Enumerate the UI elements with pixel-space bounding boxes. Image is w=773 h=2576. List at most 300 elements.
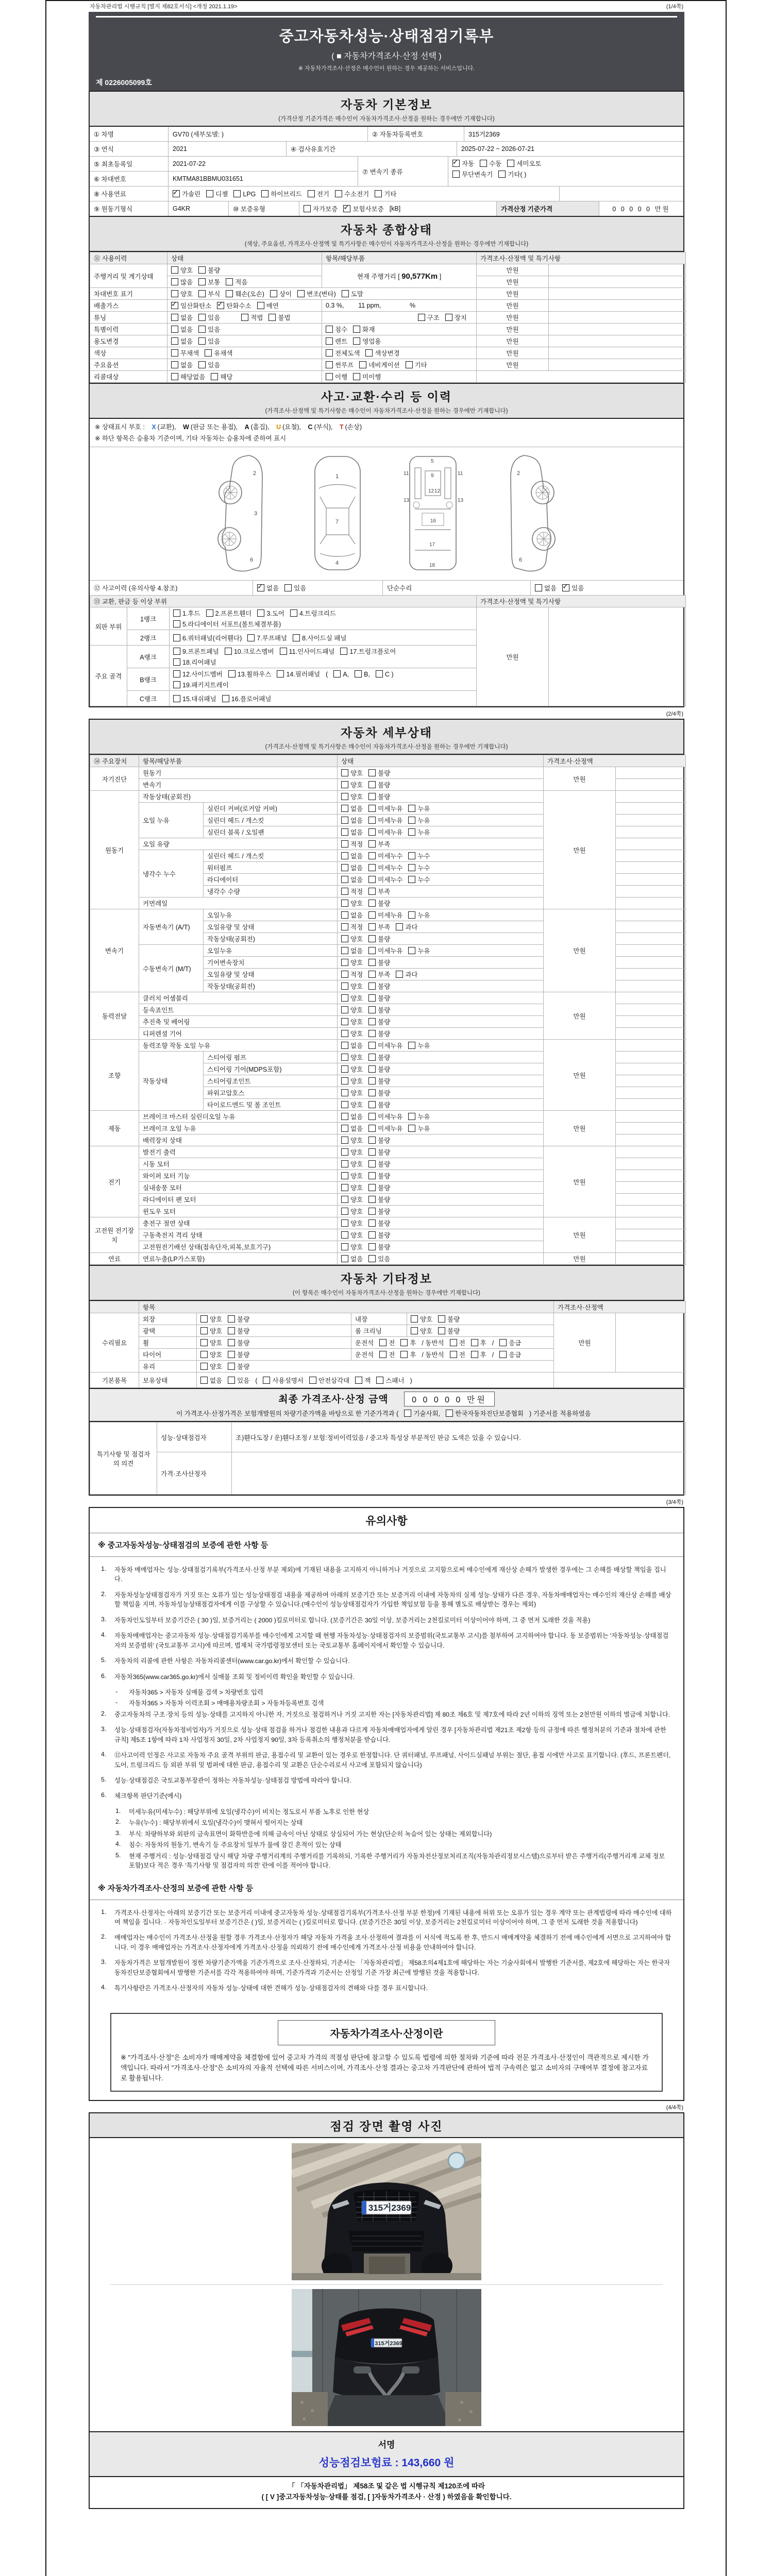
option-label: 미세누유 [378, 1042, 403, 1049]
checkbox[interactable] [171, 266, 178, 274]
checkbox[interactable] [206, 190, 213, 197]
checkbox[interactable] [341, 982, 348, 990]
checkbox[interactable] [535, 584, 542, 591]
checkbox[interactable] [359, 361, 366, 368]
checkbox[interactable] [341, 1113, 348, 1120]
checkbox[interactable] [341, 1243, 348, 1250]
checkbox[interactable] [408, 1042, 415, 1049]
checkbox[interactable] [228, 1327, 235, 1334]
checkbox[interactable] [452, 171, 460, 178]
option [226, 291, 264, 298]
checkbox[interactable] [173, 609, 180, 617]
option-label: 적정 [350, 971, 363, 978]
checkbox[interactable] [341, 817, 348, 824]
checkbox[interactable] [368, 840, 376, 848]
checkbox[interactable] [173, 658, 180, 666]
checkbox[interactable] [368, 1184, 376, 1191]
checkbox[interactable] [341, 1018, 348, 1025]
checkbox[interactable] [411, 1327, 418, 1334]
checkbox-checked[interactable] [217, 302, 224, 309]
checkbox[interactable] [408, 817, 415, 824]
checkbox[interactable] [233, 190, 241, 197]
checkbox[interactable] [341, 994, 348, 1002]
checkbox[interactable] [368, 1231, 376, 1239]
checkbox[interactable] [406, 361, 413, 368]
option [368, 1030, 390, 1038]
option-label: 과다 [405, 971, 418, 978]
checkbox[interactable] [341, 840, 348, 848]
option [396, 924, 417, 931]
checkbox[interactable] [341, 1137, 348, 1144]
checkbox[interactable] [376, 1377, 383, 1384]
checkbox[interactable] [222, 695, 229, 702]
checkbox[interactable] [368, 1089, 376, 1096]
option-label: 디젤 [215, 191, 228, 198]
checkbox[interactable] [225, 648, 232, 655]
checkbox[interactable] [368, 994, 376, 1002]
checkbox[interactable] [341, 1148, 348, 1156]
option-label: 후 [480, 1351, 486, 1359]
checkbox[interactable] [284, 584, 292, 591]
section-detail-state [89, 719, 684, 1266]
checkbox[interactable] [341, 1184, 348, 1191]
checkbox[interactable] [368, 1101, 376, 1108]
option-label: 유채색 [214, 350, 233, 357]
checkbox[interactable] [198, 337, 206, 345]
notice-text: 자동차365(www.car365.go.kr)에서 실매물 조회 및 정비이력 확인을 확인할 수 있습니다. [114, 1673, 355, 1681]
checkbox[interactable] [368, 1042, 376, 1049]
checkbox[interactable] [211, 373, 218, 380]
checkbox[interactable] [368, 1160, 376, 1167]
checkbox[interactable] [368, 959, 376, 966]
checkbox[interactable] [368, 982, 376, 990]
checkbox[interactable] [171, 314, 178, 321]
option-label: 누수 [417, 865, 430, 872]
option-label: 불량 [378, 1137, 391, 1144]
option-label: 불량 [378, 1232, 391, 1239]
checkbox[interactable] [205, 349, 212, 357]
checkbox[interactable] [376, 670, 383, 677]
checkbox[interactable] [341, 852, 348, 859]
checkbox[interactable] [471, 1339, 478, 1346]
checkbox[interactable] [340, 648, 347, 655]
option-label: 부식 [208, 291, 221, 298]
checkbox[interactable] [341, 1054, 348, 1061]
option [408, 1113, 430, 1121]
checkbox[interactable] [400, 1339, 408, 1346]
checkbox[interactable] [261, 190, 268, 197]
checkbox[interactable] [396, 971, 403, 978]
checkbox[interactable] [368, 1172, 376, 1179]
checkbox[interactable] [335, 190, 342, 197]
checkbox[interactable] [226, 290, 233, 297]
checkbox[interactable] [404, 1410, 411, 1417]
checkbox[interactable] [368, 1065, 376, 1073]
checkbox[interactable] [438, 1327, 445, 1334]
checkbox[interactable] [333, 670, 341, 677]
checkbox[interactable] [368, 828, 376, 836]
checkbox[interactable] [368, 1054, 376, 1061]
checkbox[interactable] [368, 1006, 376, 1013]
checkbox[interactable] [341, 1089, 348, 1096]
checkbox[interactable] [368, 781, 376, 788]
checkbox[interactable] [198, 326, 206, 333]
checkbox[interactable] [304, 205, 311, 212]
checkbox[interactable] [471, 1351, 478, 1358]
checkbox[interactable] [408, 1125, 415, 1132]
legend-symbol: W [183, 423, 189, 431]
checkbox[interactable] [368, 935, 376, 942]
checkbox[interactable] [341, 935, 348, 942]
checkbox[interactable] [507, 160, 514, 167]
notice-sub-number: 1. [115, 1807, 121, 1815]
option-label: 안전삼각대 [318, 1377, 350, 1384]
checkbox[interactable] [375, 190, 382, 197]
notice-number: 2. [101, 1590, 107, 1598]
checkbox[interactable] [198, 314, 206, 321]
checkbox[interactable] [241, 314, 248, 321]
checkbox[interactable] [379, 1351, 386, 1358]
checkbox[interactable] [293, 634, 300, 641]
checkbox[interactable] [368, 1208, 376, 1215]
option-label: 미이행 [362, 374, 381, 381]
state-options [197, 1313, 351, 1325]
option [368, 1137, 390, 1144]
option [408, 1125, 430, 1132]
checkbox[interactable] [498, 171, 506, 178]
checkbox[interactable] [200, 1363, 208, 1370]
checkbox[interactable] [341, 876, 348, 883]
checkbox[interactable] [171, 373, 178, 380]
checkbox[interactable] [400, 1351, 408, 1358]
checkbox[interactable] [247, 634, 255, 641]
checkbox[interactable] [341, 1255, 348, 1262]
checkbox[interactable] [499, 1339, 507, 1346]
checkbox[interactable] [309, 1377, 316, 1384]
checkbox[interactable] [200, 1351, 208, 1358]
checkbox[interactable] [408, 864, 415, 871]
checkbox[interactable] [341, 1077, 348, 1084]
option [529, 1410, 591, 1417]
checkbox[interactable] [445, 314, 452, 321]
checkbox[interactable] [290, 609, 297, 617]
checkbox[interactable] [341, 1208, 348, 1215]
state-options [338, 874, 544, 886]
checkbox-checked[interactable] [452, 160, 460, 167]
option-label: 13.휠하우스 [237, 671, 272, 678]
checkbox[interactable] [173, 670, 180, 677]
final-price-note [90, 1409, 683, 1418]
accident-history-options [253, 581, 383, 595]
item-label: 스티어링 기어(MDPS포함) [204, 1063, 338, 1075]
notice-sub-text: 침수: 자동차의 원동기, 변속기 등 주요장치 일부가 물에 잠긴 흔적이 있는 상태 [129, 1841, 342, 1849]
value-cell [616, 1229, 686, 1241]
checkbox[interactable] [173, 695, 180, 702]
option [341, 1184, 363, 1192]
option-label: 도말 [350, 291, 363, 298]
checkbox[interactable] [368, 769, 376, 776]
checkbox[interactable] [353, 337, 360, 345]
checkbox[interactable] [171, 361, 178, 368]
checkbox[interactable] [206, 609, 213, 617]
item-label: 오일유량 및 상태 [204, 921, 338, 933]
checkbox[interactable] [173, 634, 180, 641]
item-label: 윈도우 모터 [139, 1206, 338, 1217]
checkbox[interactable] [326, 349, 333, 357]
checkbox[interactable] [198, 266, 206, 274]
option-label: 미세누유 [378, 912, 403, 919]
option [422, 1340, 444, 1347]
checkbox[interactable] [341, 864, 348, 871]
checkbox[interactable] [368, 805, 376, 812]
checkbox[interactable] [198, 278, 206, 285]
checkbox[interactable] [342, 290, 349, 297]
option-label: 없음 [350, 829, 363, 836]
checkbox[interactable] [368, 900, 376, 907]
row-label: 주행거리 및 계기상태 [90, 264, 167, 288]
rank-options [170, 691, 477, 706]
checkbox[interactable] [171, 337, 178, 345]
checkbox[interactable] [326, 326, 333, 333]
option [375, 189, 396, 198]
checkbox[interactable] [368, 971, 376, 978]
checkbox[interactable] [341, 1101, 348, 1108]
checkbox[interactable] [355, 1377, 362, 1384]
checkbox[interactable] [326, 373, 333, 380]
option-label: 훼손(오손) [235, 291, 264, 298]
checkbox[interactable] [411, 1315, 418, 1323]
value-cell [616, 850, 686, 862]
checkbox[interactable] [368, 1125, 376, 1132]
checkbox[interactable] [365, 349, 373, 357]
checkbox[interactable] [368, 1137, 376, 1144]
checkbox[interactable] [270, 290, 277, 297]
checkbox[interactable] [408, 805, 415, 812]
item-label: 추진축 및 베어링 [139, 1016, 338, 1028]
option [173, 648, 219, 655]
state-options [338, 897, 544, 909]
checkbox[interactable] [173, 648, 180, 655]
checkbox[interactable] [341, 1231, 348, 1239]
checkbox[interactable] [368, 793, 376, 800]
field-label: ④ 검사유효기간 [287, 142, 457, 156]
option-label: 없음 [350, 876, 363, 884]
checkbox[interactable] [341, 971, 348, 978]
option-label: 썬루프 [335, 362, 354, 369]
checkbox[interactable] [226, 278, 233, 285]
option [293, 635, 346, 642]
checkbox[interactable] [418, 314, 425, 321]
checkbox[interactable] [341, 1042, 348, 1049]
checkbox[interactable] [200, 1377, 208, 1384]
checkbox[interactable] [308, 190, 315, 197]
checkbox-checked[interactable] [173, 190, 180, 197]
checkbox[interactable] [341, 1160, 348, 1167]
checkbox[interactable] [379, 1339, 386, 1346]
state-options [197, 1349, 351, 1361]
checkbox[interactable] [368, 852, 376, 859]
checkbox[interactable] [326, 337, 333, 345]
checkbox[interactable] [408, 947, 415, 954]
option [171, 291, 193, 298]
checkbox[interactable] [341, 828, 348, 836]
checkbox-checked[interactable] [171, 302, 178, 309]
confirmation-line: ( [ V ]중고자동차성능·상태를 점검, [ ]자동차가격조사 · 산정 ) 하였음을 확인합니다. [261, 2493, 512, 2501]
checkbox[interactable] [408, 828, 415, 836]
checkbox[interactable] [173, 620, 180, 628]
checkbox[interactable] [171, 326, 178, 333]
checkbox[interactable] [480, 160, 487, 167]
checkbox[interactable] [341, 1172, 348, 1179]
checkbox[interactable] [228, 1351, 235, 1358]
document [89, 1, 684, 2509]
checkbox[interactable] [341, 1125, 348, 1132]
option-label: / [492, 1340, 494, 1347]
vin-value: KMTMA81BBMU031651 [173, 175, 243, 182]
option [341, 959, 363, 967]
checkbox[interactable] [353, 326, 360, 333]
checkbox[interactable] [438, 1315, 445, 1323]
checkbox[interactable] [353, 373, 360, 380]
value-cell [616, 897, 686, 909]
checkbox[interactable] [341, 947, 348, 954]
option-label: 적정 [350, 888, 363, 895]
checkbox[interactable] [368, 1196, 376, 1203]
notice-text: ⑫사고이력 인정은 사고로 자동차 주요 골격 부위의 판금, 용접수리 및 교환이 있는 경우로 한정합니다. 단 쿼터패널, 루프패널, 사이드실패널 부위는 절단, 용접 시에만 사고로 표기합니다. (후드, 프론트펜더, 도어, 트렁크리드 등 외판 부위 및 범퍼에 대한 판금, 용접수리 및 교환은 단순수리로서 사고에 포함되지 않습니다) [114, 1752, 671, 1769]
option-label: 있음 [208, 338, 221, 345]
checkbox[interactable] [257, 302, 264, 309]
checkbox[interactable] [341, 1219, 348, 1227]
state-options [338, 779, 544, 791]
checkbox[interactable] [368, 1148, 376, 1156]
checkbox[interactable] [408, 1113, 415, 1120]
checkbox[interactable] [341, 1030, 348, 1037]
checkbox[interactable] [297, 290, 305, 297]
option-label: 12.사이드멤버 [182, 671, 223, 678]
checkbox[interactable] [396, 923, 403, 930]
state-options [322, 312, 477, 324]
rank-label: C랭크 [127, 691, 170, 706]
checkbox[interactable] [200, 1315, 208, 1323]
checkbox[interactable] [326, 361, 333, 368]
checkbox[interactable] [368, 888, 376, 895]
checkbox[interactable] [341, 1065, 348, 1073]
checkbox[interactable] [268, 314, 276, 321]
checkbox[interactable] [228, 1377, 235, 1384]
checkbox[interactable] [368, 1255, 376, 1262]
checkbox[interactable] [499, 1351, 507, 1358]
rank-label: 1랭크 [127, 607, 170, 630]
svg-text:3: 3 [254, 511, 258, 517]
option-label: 불량 [378, 1196, 391, 1204]
checkbox[interactable] [341, 923, 348, 930]
checkbox[interactable] [228, 1315, 235, 1323]
option [390, 205, 401, 212]
checkbox[interactable] [341, 959, 348, 966]
checkbox[interactable] [200, 1327, 208, 1334]
checkbox[interactable] [228, 1363, 235, 1370]
checkbox[interactable] [450, 1339, 457, 1346]
checkbox[interactable] [368, 911, 376, 919]
price-cell: 만원 [544, 1040, 616, 1111]
checkbox[interactable] [368, 1077, 376, 1084]
checkbox[interactable] [341, 805, 348, 812]
checkbox[interactable] [408, 876, 415, 883]
option-label: ( [326, 671, 328, 678]
option [206, 610, 252, 617]
checkbox[interactable] [263, 1377, 270, 1384]
option-label: 전체도색 [335, 350, 360, 357]
option [368, 1220, 390, 1227]
checkbox[interactable] [341, 793, 348, 800]
option [368, 1042, 402, 1049]
checkbox[interactable] [408, 911, 415, 919]
checkbox[interactable] [277, 670, 284, 677]
checkbox[interactable] [341, 911, 348, 919]
checkbox[interactable] [198, 361, 206, 368]
checkbox[interactable] [228, 670, 236, 677]
checkbox-checked[interactable] [562, 584, 569, 591]
checkbox[interactable] [341, 781, 348, 788]
checkbox[interactable] [341, 900, 348, 907]
checkbox-checked[interactable] [257, 584, 264, 591]
checkbox[interactable] [341, 769, 348, 776]
option-label: 화재 [362, 326, 375, 333]
checkbox[interactable] [341, 888, 348, 895]
checkbox[interactable] [368, 864, 376, 871]
price-cell: 만원 [477, 607, 549, 706]
state-options [338, 1111, 544, 1123]
checkbox[interactable] [368, 1243, 376, 1250]
checkbox[interactable] [368, 947, 376, 954]
checkbox[interactable] [341, 1006, 348, 1013]
checkbox[interactable] [257, 609, 264, 617]
state-options [167, 335, 322, 347]
checkbox[interactable] [355, 670, 362, 677]
checkbox[interactable] [280, 648, 287, 655]
checkbox[interactable] [368, 1030, 376, 1037]
checkbox[interactable] [368, 1219, 376, 1227]
option-label: 16.플로어패널 [231, 695, 272, 703]
option-label: 양호 [210, 1316, 223, 1323]
checkbox[interactable] [446, 1410, 453, 1417]
checkbox[interactable] [341, 1196, 348, 1203]
option [368, 1184, 390, 1192]
checkbox[interactable] [368, 923, 376, 930]
option [452, 171, 493, 178]
svg-text:2: 2 [517, 470, 520, 477]
checkbox[interactable] [368, 1018, 376, 1025]
price-cell: 만원 [544, 1253, 616, 1265]
checkbox[interactable] [198, 290, 206, 297]
checkbox[interactable] [368, 876, 376, 883]
checkbox[interactable] [171, 278, 178, 285]
option [446, 1410, 524, 1417]
car-diagram-top [307, 452, 368, 574]
checkbox[interactable] [408, 852, 415, 859]
checkbox[interactable] [368, 1113, 376, 1120]
checkbox[interactable] [171, 290, 178, 297]
group-label: 수리필요 [90, 1313, 139, 1372]
checkbox[interactable] [368, 817, 376, 824]
checkbox[interactable] [171, 349, 178, 357]
checkbox-checked[interactable] [343, 205, 350, 212]
state-options [197, 1325, 351, 1337]
checkbox[interactable] [450, 1351, 457, 1358]
checkbox[interactable] [228, 1339, 235, 1346]
checkbox[interactable] [200, 1339, 208, 1346]
checkbox[interactable] [173, 681, 180, 688]
